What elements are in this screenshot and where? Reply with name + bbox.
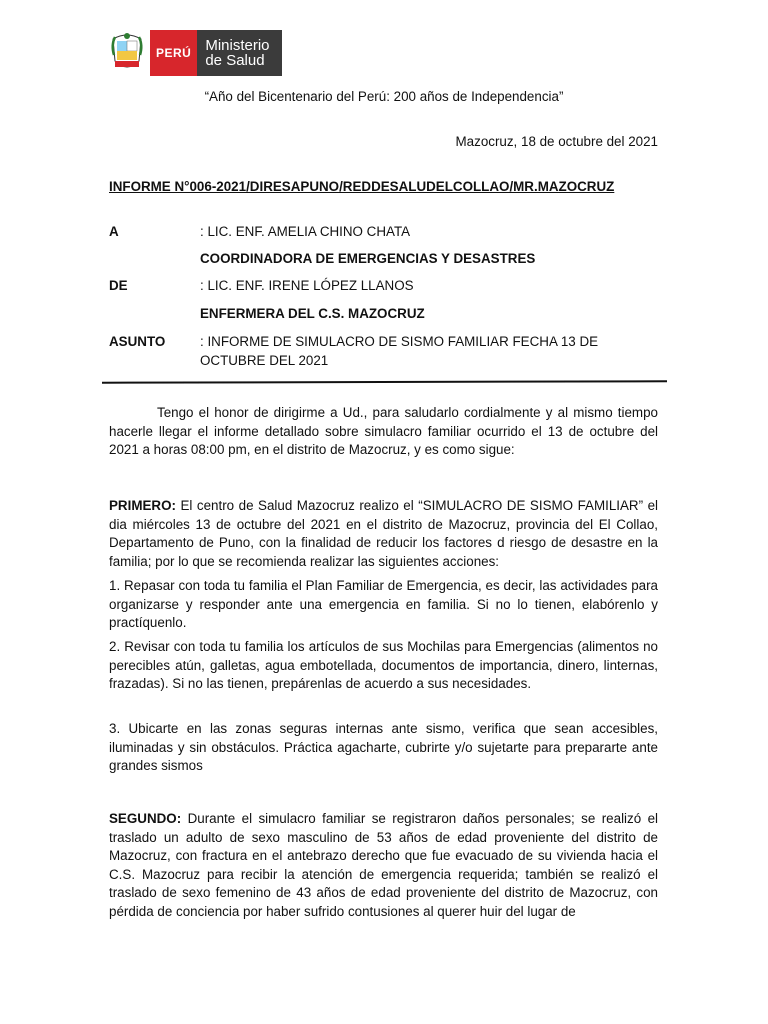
- subject-label: ASUNTO: [109, 334, 166, 349]
- ministry-line-1: Ministerio: [205, 37, 270, 54]
- date-line: Mazocruz, 18 de octubre del 2021: [455, 134, 658, 149]
- intro-paragraph: Tengo el honor de dirigirme a Ud., para saludarlo cordialmente y al mismo tiempo hacerle llegar el informe detallado sobre simulacro familiar ocurrido el 13 de octubre del 2021 a horas 08:00 pm, en el distrito de Mazocruz, y es como sigue:: [109, 405, 658, 457]
- to-name: : LIC. ENF. AMELIA CHINO CHATA: [200, 224, 411, 239]
- first-text: El centro de Salud Mazocruz realizo el “SIMULACRO DE SISMO FAMILIAR” el dia miércoles 13 de octubre del 2021 en el distrito de Mazocruz, provincia del El Collao, Departamento de Puno, con la finalidad de reducir los factores d riesgo de desastre en la familia; por lo que se recomienda realizar las siguientes acciones:: [109, 498, 658, 569]
- year-motto: “Año del Bicentenario del Perú: 200 años de Independencia”: [204, 89, 564, 104]
- from-name: : LIC. ENF. IRENE LÓPEZ LLANOS: [200, 278, 414, 293]
- second-label: SEGUNDO:: [109, 811, 182, 826]
- from-label: DE: [109, 278, 128, 293]
- second-paragraph: [109, 810, 658, 921]
- ministry-logo: [108, 30, 282, 76]
- first-paragraph: [109, 497, 658, 571]
- list-item: 1. Repasar con toda tu familia el Plan Familiar de Emergencia, es decir, las actividades para organizarse y responder ante una emergencia en familia. Si no lo tienen, elabórenlo y practíquenlo.: [109, 578, 658, 630]
- ministry-label: [197, 30, 281, 76]
- country-label: PERÚ: [150, 30, 197, 76]
- ministry-line-2: de Salud: [205, 52, 265, 69]
- first-label: PRIMERO:: [109, 498, 176, 513]
- national-seal-icon: [108, 30, 146, 76]
- to-label: A: [109, 224, 119, 239]
- header-divider: [102, 380, 667, 383]
- list-item: 2. Revisar con toda tu familia los artículos de sus Mochilas para Emergencias (alimentos no perecibles atún, galletas, agua embotellada, documentos de importancia, dinero, linternas, frazadas). Si no las tienen, prepárenlas de acuerdo a sus necesidades.: [109, 639, 658, 691]
- second-text: Durante el simulacro familiar se registraron daños personales; se realizó el traslado un adulto de sexo masculino de 53 años de edad proveniente del distrito de Mazocruz, con fractura en el antebrazo derecho que fue evacuado de su vivienda hacia el C.S. Mazocruz para recibir la atención de emergencia requerida; también se realizó el traslado de sexo femenino de 43 años de edad proveniente del distrito de Mazocruz, con pérdida de conciencia por haber sufrido contusiones al querer huir del lugar de: [109, 811, 658, 919]
- subject-text: : INFORME DE SIMULACRO DE SISMO FAMILIAR FECHA 13 DE OCTUBRE DEL 2021: [200, 334, 599, 368]
- list-item: 3. Ubicarte en las zonas seguras internas ante sismo, verifica que sean accesibles, iluminadas y sin obstáculos. Práctica agacharte, cubrirte y/o sujetarte para prepararte ante grandes sismos: [109, 721, 658, 773]
- to-role: COORDINADORA DE EMERGENCIAS Y DESASTRES: [200, 251, 536, 266]
- report-number: INFORME N°006-2021/DIRESAPUNO/REDDESALUDELCOLLAO/MR.MAZOCRUZ: [109, 179, 615, 194]
- from-role: ENFERMERA DEL C.S. MAZOCRUZ: [200, 306, 425, 321]
